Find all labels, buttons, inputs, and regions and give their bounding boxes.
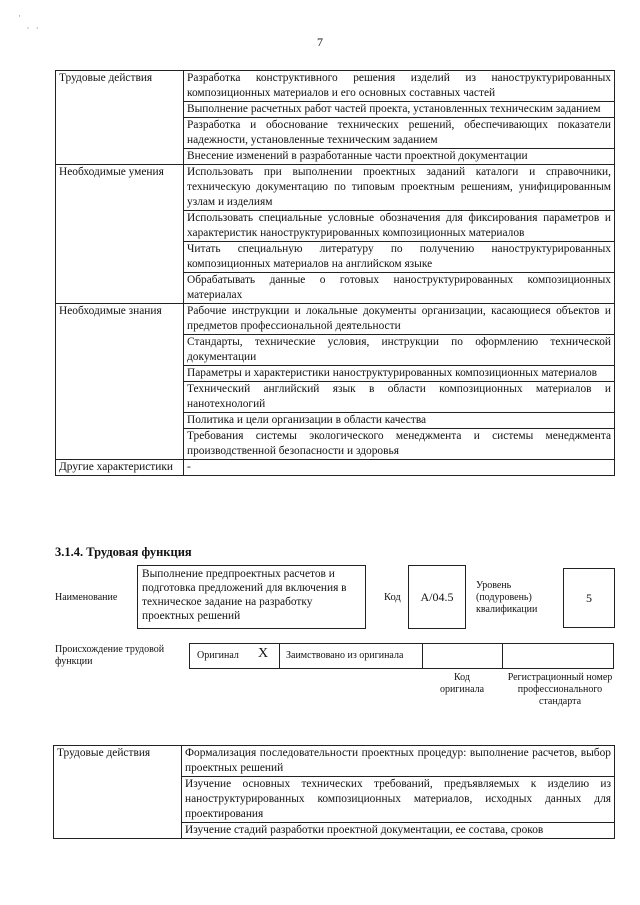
row-item: Формализация последовательности проектных процедур: выполнение расчетов, выбор проектных решений <box>182 746 615 777</box>
row-item: Технический английский язык в области композиционных материалов и нанотехнологий <box>184 382 615 413</box>
row-item: Стандарты, технические условия, инструкции по оформлению технической документации <box>184 335 615 366</box>
table-row <box>56 460 615 476</box>
labor-actions-table <box>53 745 615 839</box>
scan-artifact: · · · <box>18 11 41 33</box>
row-item: Политика и цели организации в области качества <box>184 413 615 429</box>
row-item: Рабочие инструкции и локальные документы организации, касающиеся объектов и предметов профессиональной деятельности <box>184 304 615 335</box>
row-item: Изучение основных технических требований, предъявляемых к изделию из наноструктурированных композиционных материалов, исходных данных для проектирования <box>182 777 615 823</box>
row-item: Обрабатывать данные о готовых наноструктурированных композиционных материалах <box>184 273 615 304</box>
table-row <box>56 71 615 102</box>
origin-original-text: Оригинал <box>197 650 239 661</box>
table-row <box>56 304 615 335</box>
level-label: Уровень (подуровень) квалификации <box>476 580 538 615</box>
row-item: Внесение изменений в разработанные части проектной документации <box>184 149 615 165</box>
row-item: Использовать при выполнении проектных заданий каталоги и справочники, техническую документацию по типовым проектным решениям, унифицированным узлам и изделиям <box>184 165 615 211</box>
function-name-box: Выполнение предпроектных расчетов и подготовка предложений для включения в техническое задание на разработку проектных решений <box>137 565 366 629</box>
origin-mark: X <box>258 646 269 661</box>
row-label: Трудовые действия <box>56 71 184 165</box>
origin-borrowed-text: Заимствовано из оригинала <box>286 650 404 661</box>
row-item: Требования системы экологического менеджмента и системы менеджмента производственной безопасности и здоровья <box>184 429 615 460</box>
row-item: Разработка и обоснование технических решений, обеспечивающих показатели надежности, установленные техническим заданием <box>184 118 615 149</box>
row-label: Трудовые действия <box>54 746 182 839</box>
original-code-label: Код оригинала <box>439 672 485 695</box>
code-box: А/04.5 <box>408 565 466 629</box>
section-heading: 3.1.4. Трудовая функция <box>55 545 192 559</box>
row-item: Параметры и характеристики наноструктурированных композиционных материалов <box>184 366 615 382</box>
row-item: Разработка конструктивного решения изделий из наноструктурированных композиционных материалов и его основных составных частей <box>184 71 615 102</box>
row-label: Необходимые знания <box>56 304 184 460</box>
origin-divider <box>279 643 280 669</box>
row-item: - <box>184 460 615 476</box>
row-item: Читать специальную литературу по получению наноструктурированных композиционных материалов на английском языке <box>184 242 615 273</box>
table-row <box>56 165 615 211</box>
code-label: Код <box>384 592 401 603</box>
row-item: Использовать специальные условные обозначения для фиксирования параметров и характеристик наноструктурированных композиционных материалов <box>184 211 615 242</box>
labor-function-table <box>55 70 615 476</box>
registration-number-label: Регистрационный номер профессионального стандарта <box>507 672 613 707</box>
origin-label: Происхождение трудовой функции <box>55 644 165 667</box>
name-label: Наименование <box>55 592 118 603</box>
table-row <box>54 746 615 777</box>
origin-divider <box>422 643 423 669</box>
row-item: Изучение стадий разработки проектной документации, ее состава, сроков <box>182 823 615 839</box>
row-label: Другие характеристики <box>56 460 184 476</box>
level-box: 5 <box>563 568 615 628</box>
row-label: Необходимые умения <box>56 165 184 304</box>
row-item: Выполнение расчетных работ частей проекта, установленных техническим заданием <box>184 102 615 118</box>
page-number: 7 <box>317 35 323 49</box>
origin-divider <box>502 643 503 669</box>
